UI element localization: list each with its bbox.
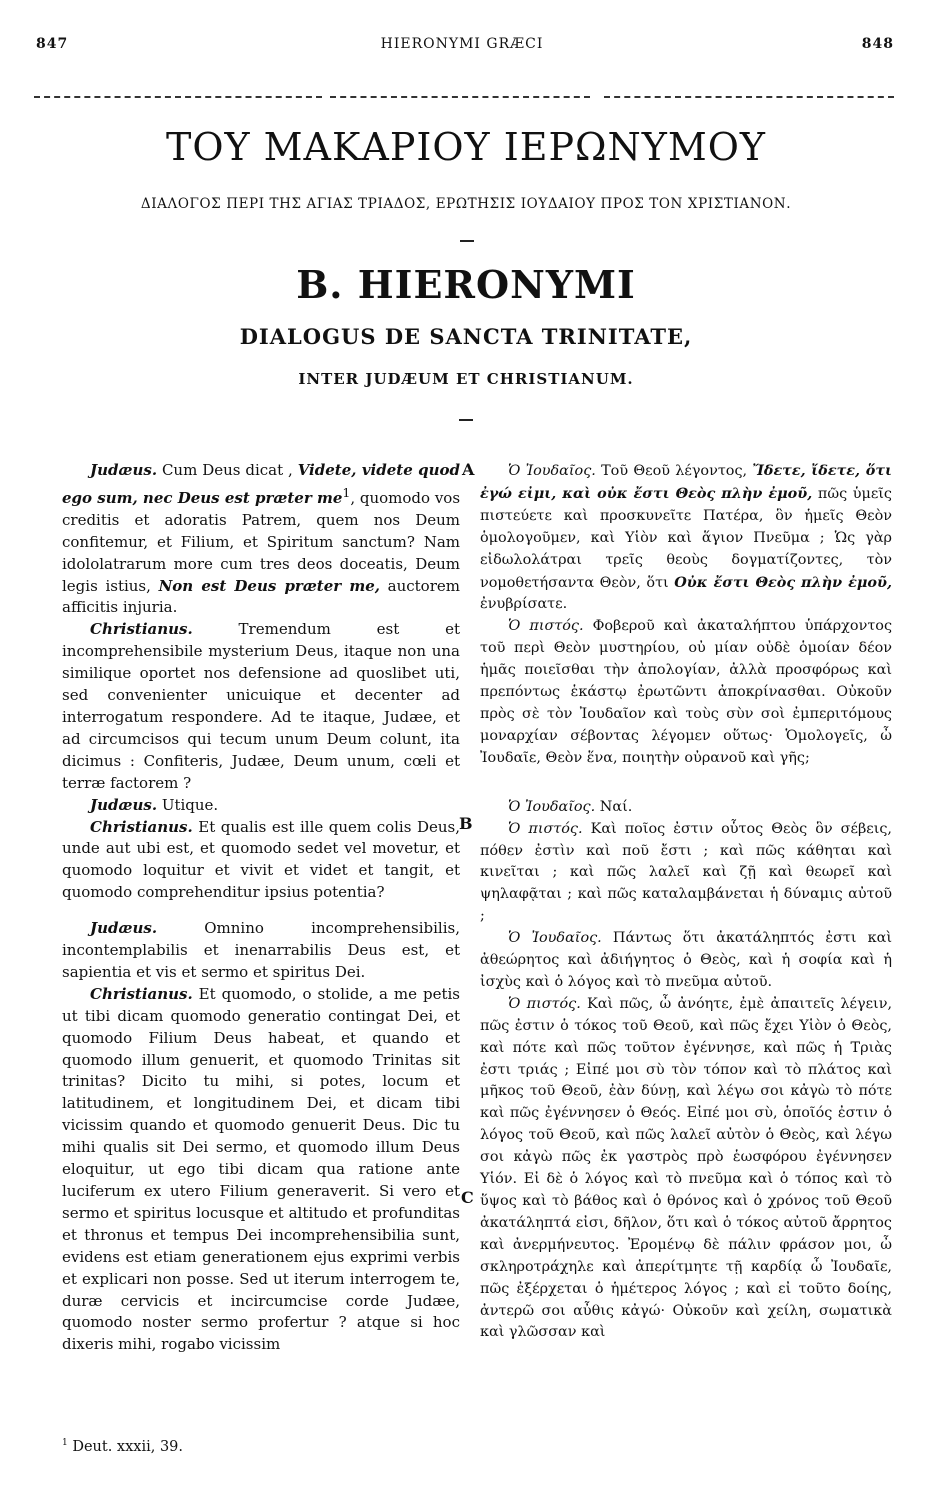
- greek-paragraph: [480, 797, 892, 819]
- margin-letter-a: A: [462, 460, 475, 479]
- speaker-label: Ὁ Ἰουδαῖος.: [508, 463, 596, 479]
- paragraph-text: Tremendum est et incomprehensibile mysterium Deus, itaque non una similique oportet nos defensione ad quoslibet uti, sed convenienter unicuique et decenter ad interrogatum respondere. Ad te itaque, Judæe, et ad circumcisos qui tecum unum Deum colunt, ita dicimus : Confiteris, Judæe, Deum unum, cœli et terræ factorem ?: [62, 620, 460, 792]
- speaker-label: Judæus.: [90, 461, 158, 479]
- paragraph-text: Καὶ πῶς, ὦ ἀνόητε, ἐμὲ ἀπαιτεῖς λέγειν, πῶς ἐστιν ὁ τόκος τοῦ Θεοῦ, καὶ πῶς ἔχει Υἱὸν ὁ Θεὸς, καὶ πότε καὶ πῶς τοῦτον ἐγέννησε, καὶ πῶς ἡ Τριὰς ἐστι τριάς ; Εἰπέ μοι σὺ τὸν τόπον καὶ τὸ πλάτος καὶ μῆκος τοῦ Θεοῦ, ἐὰν δύνῃ, καὶ λέγω σοι κἀγὼ τὸ πότε καὶ πῶς ἐγέννησεν ὁ Θεός. Εἰπέ μοι σὺ, ὁποῖός ἐστιν ὁ λόγος τοῦ Θεοῦ, καὶ πῶς λαλεῖ αὐτὸν ὁ Θεὸς, καὶ λέγω σοι κἀγὼ πῶς ἐκ γαστρὸς πρὸ ἑωσφόρου ἐγέννησεν Υἱόν. Εἰ δὲ ὁ λόγος καὶ τὸ πνεῦμα καὶ ὁ τόπος καὶ τὸ ὕψος καὶ τὸ βάθος καὶ ὁ θρόνος καὶ ὁ χρόνος τοῦ Θεοῦ ἀκατάληπτά εἰσι, δῆλον, ὅτι καὶ ὁ τόκος αὐτοῦ ἄρρητος καὶ ἀνερμήνευτος. Ἐρομένῳ δὲ πάλιν φράσον μοι, ὦ σκληροτράχηλε καὶ ἀπερίτμητε τῇ καρδίᾳ ὦ Ἰουδαῖε, πῶς ἐξέρχεται ὁ ἡμέτερος λόγος ; καὶ εἰ τοῦτο δοίης, ἀντερῶ σοι αὖθις κἀγώ· Οὐκοῦν καὶ χείλη, σωματικὰ καὶ γλῶσσαν καὶ: [480, 995, 893, 1341]
- greek-paragraph: [480, 616, 892, 769]
- latin-subtitle: DIALOGUS DE SANCTA TRINITATE,: [239, 324, 693, 349]
- footnote: [62, 1438, 183, 1455]
- left-page-number: 847: [36, 36, 69, 52]
- speaker-label: Judæus.: [90, 919, 158, 938]
- latin-paragraph: [62, 984, 460, 1356]
- latin-paragraph: [62, 619, 460, 794]
- running-head: [30, 36, 894, 56]
- speaker-label: Judæus.: [90, 795, 158, 814]
- header-divider: [604, 96, 894, 98]
- scripture-quote: Videte, videte quod ego sum, nec Deus est præter me: [62, 461, 460, 507]
- paragraph-text: Utique.: [157, 795, 219, 814]
- running-title: HIERONYMI GRÆCI: [380, 36, 544, 52]
- footnote-mark: 1: [62, 1438, 68, 1448]
- title-separator: [459, 419, 473, 421]
- latin-subtitle-secondary: INTER JUDÆUM ET CHRISTIANUM.: [298, 370, 634, 388]
- right-page-number: 848: [861, 36, 894, 52]
- speaker-label: Ὁ πιστός.: [508, 995, 581, 1012]
- latin-paragraph: [62, 795, 460, 817]
- footnote-ref: 1: [342, 484, 351, 500]
- speaker-label: Ὁ πιστός.: [508, 618, 584, 635]
- scripture-quote: Non est Deus præter me,: [158, 576, 380, 595]
- greek-paragraph: [480, 928, 892, 994]
- greek-paragraph: [480, 819, 892, 929]
- speaker-label: Ὁ πιστός.: [508, 820, 583, 837]
- paragraph-text: , quomodo vos creditis et adoratis Patrem, quem nos Deum confitemur, et Filium, et Spiritum sanctum? Nam idololatrarum more cum tres deos doceatis, Deum legis istius,: [62, 488, 461, 595]
- speaker-label: Christianus.: [90, 620, 193, 639]
- speaker-label: Christianus.: [90, 984, 193, 1003]
- greek-paragraph: [480, 994, 892, 1345]
- paragraph-text: Καὶ ποῖος ἐστιν οὗτος Θεὸς ὃν σέβεις, πόθεν ἐστὶν καὶ ποῦ ἔστι ; καὶ πῶς κάθηται καὶ κινεῖται ; καὶ πῶς λαλεῖ καὶ ζῇ καὶ θεωρεῖ καὶ ψηλαφᾷται ; καὶ πῶς καταλαμβάνεται ἡ δύναμις αὐτοῦ ;: [480, 820, 893, 925]
- footnote-text: Deut. xxxii, 39.: [67, 1438, 184, 1455]
- greek-paragraph: [480, 460, 892, 616]
- paragraph-text: Et quomodo, o stolide, a me petis ut tibi dicam quomodo generatio contingat Dei, et quomodo Filium Deus habeat, et quando et quomodo illum genuerit, et quomodo Trinitas sit trinitas? Dicito tu mihi, si potes, locum et latitudinem, et longitudinem Dei, et dicam tibi vicissim quando et quomodo genuerit Deus. Dic tu mihi qualis sit Dei sermo, et quomodo illum Deus eloquitur, ut ego tibi dicam qua ratione ante luciferum ex utero Filium generaverit. Si vero et sermo et spiritus locusque et altitudo et profunditas et thronus et tempus Dei incomprehensibilia sunt, evidens est etiam generationem ejus exprimi verbis et explicari non posse. Sed ut iterum interrogem te, duræ cervicis et incircumcise corde Judæe, quomodo noster sermo profertur ? atque si hoc dixeris mihi, rogabo vicissim: [62, 984, 460, 1354]
- paragraph-text: ἐνυβρίσατε.: [480, 596, 568, 613]
- speaker-label: Ὁ Ἰουδαῖος.: [508, 798, 596, 815]
- paragraph-text: Ναί.: [595, 798, 633, 815]
- latin-paragraph: [62, 817, 460, 905]
- greek-subtitle: ΔΙΑΛΟΓΟΣ ΠΕΡΙ ΤΗΣ ΑΓΙΑΣ ΤΡΙΑΔΟΣ, ΕΡΩΤΗΣΙΣ ΙΟΥΔΑΙΟΥ ΠΡΟΣ ΤΟΝ ΧΡΙΣΤΙΑΝΟΝ.: [140, 196, 792, 212]
- paragraph-text: πῶς ὑμεῖς πιστεύετε καὶ προσκυνεῖτε Πατέρα, ὃν ἡμεῖς Θεὸν ὁμολογοῦμεν, καὶ Υἱὸν καὶ ἅγιον Πνεῦμα ; Ὡς γὰρ εἰδωλολάτραι τρεῖς θεοὺς δογματίζοντες, τὸν νομοθετήσαντα Θεὸν, ὅτι: [480, 485, 892, 591]
- paragraph-text: auctorem afficitis injuria.: [62, 576, 460, 617]
- header-divider: [34, 96, 322, 98]
- speaker-label: Christianus.: [90, 817, 193, 836]
- greek-title: ΤΟΥ ΜΑΚΑΡΙΟΥ ΙΕΡΩΝΥΜΟΥ: [165, 125, 767, 169]
- header-divider: [330, 96, 590, 98]
- scripture-quote: Οὐκ ἔστι Θεὸς πλὴν ἐμοῦ,: [674, 573, 892, 591]
- latin-title: B. HIERONYMI: [296, 262, 636, 307]
- scripture-quote: Ἴδετε, ἴδετε, ὅτι ἐγώ εἰμι, καὶ οὐκ ἔστι Θεὸς πλὴν ἐμοῦ,: [480, 462, 892, 502]
- paragraph-text: Omnino incomprehensibilis, incontemplabilis et inenarrabilis Deus est, et sapientia et vis et sermo et spiritus Dei.: [62, 919, 460, 981]
- paragraph-text: Φοβεροῦ καὶ ἀκαταλήπτου ὑπάρχοντος τοῦ περὶ Θεὸν μυστηρίου, οὐ μίαν οὐδὲ ὁμοίαν δέον ἡμᾶς ποιεῖσθαι τὴν ἀπολογίαν, ἀλλὰ προσφόρως καὶ πρεπόντως ἑκάστῳ ἐρωτῶντι ἀποκρίνασθαι. Οὐκοῦν πρὸς σὲ τὸν Ἰουδαῖον καὶ τοὺς σὺν σοὶ ἐμπεριτόμους μοναρχίαν σέβοντας λέγομεν οὕτως· Ὁμολογεῖς, ὦ Ἰουδαῖε, Θεὸν ἕνα, ποιητὴν οὐρανοῦ καὶ γῆς;: [480, 618, 892, 766]
- paragraph-text: Et qualis est ille quem colis Deus, unde aut ubi est, et quomodo sedet vel movetur, et quomodo loquitur et vivit et videt et tangit, et quomodo comprehenditur ipsius potentia?: [62, 817, 460, 902]
- paragraph-text: Πάντως ὅτι ἀκατάληπτός ἐστι καὶ ἀθεώρητος καὶ ἀδιήγητος ὁ Θεὸς, καὶ ἡ σοφία καὶ ἡ ἰσχὺς καὶ ὁ λόγος καὶ τὸ πνεῦμα αὐτοῦ.: [480, 930, 892, 990]
- speaker-label: Ὁ Ἰουδαῖος.: [508, 930, 602, 947]
- latin-column: [62, 460, 460, 1356]
- latin-paragraph: [62, 918, 460, 984]
- title-separator: [460, 240, 474, 242]
- margin-letter-b: B: [459, 814, 473, 833]
- latin-paragraph: [62, 460, 460, 619]
- margin-letter-c: C: [461, 1188, 474, 1207]
- paragraph-text: Τοῦ Θεοῦ λέγοντος,: [595, 463, 753, 479]
- greek-column: [480, 460, 892, 1344]
- paragraph-text: Cum Deus dicat ,: [157, 461, 298, 479]
